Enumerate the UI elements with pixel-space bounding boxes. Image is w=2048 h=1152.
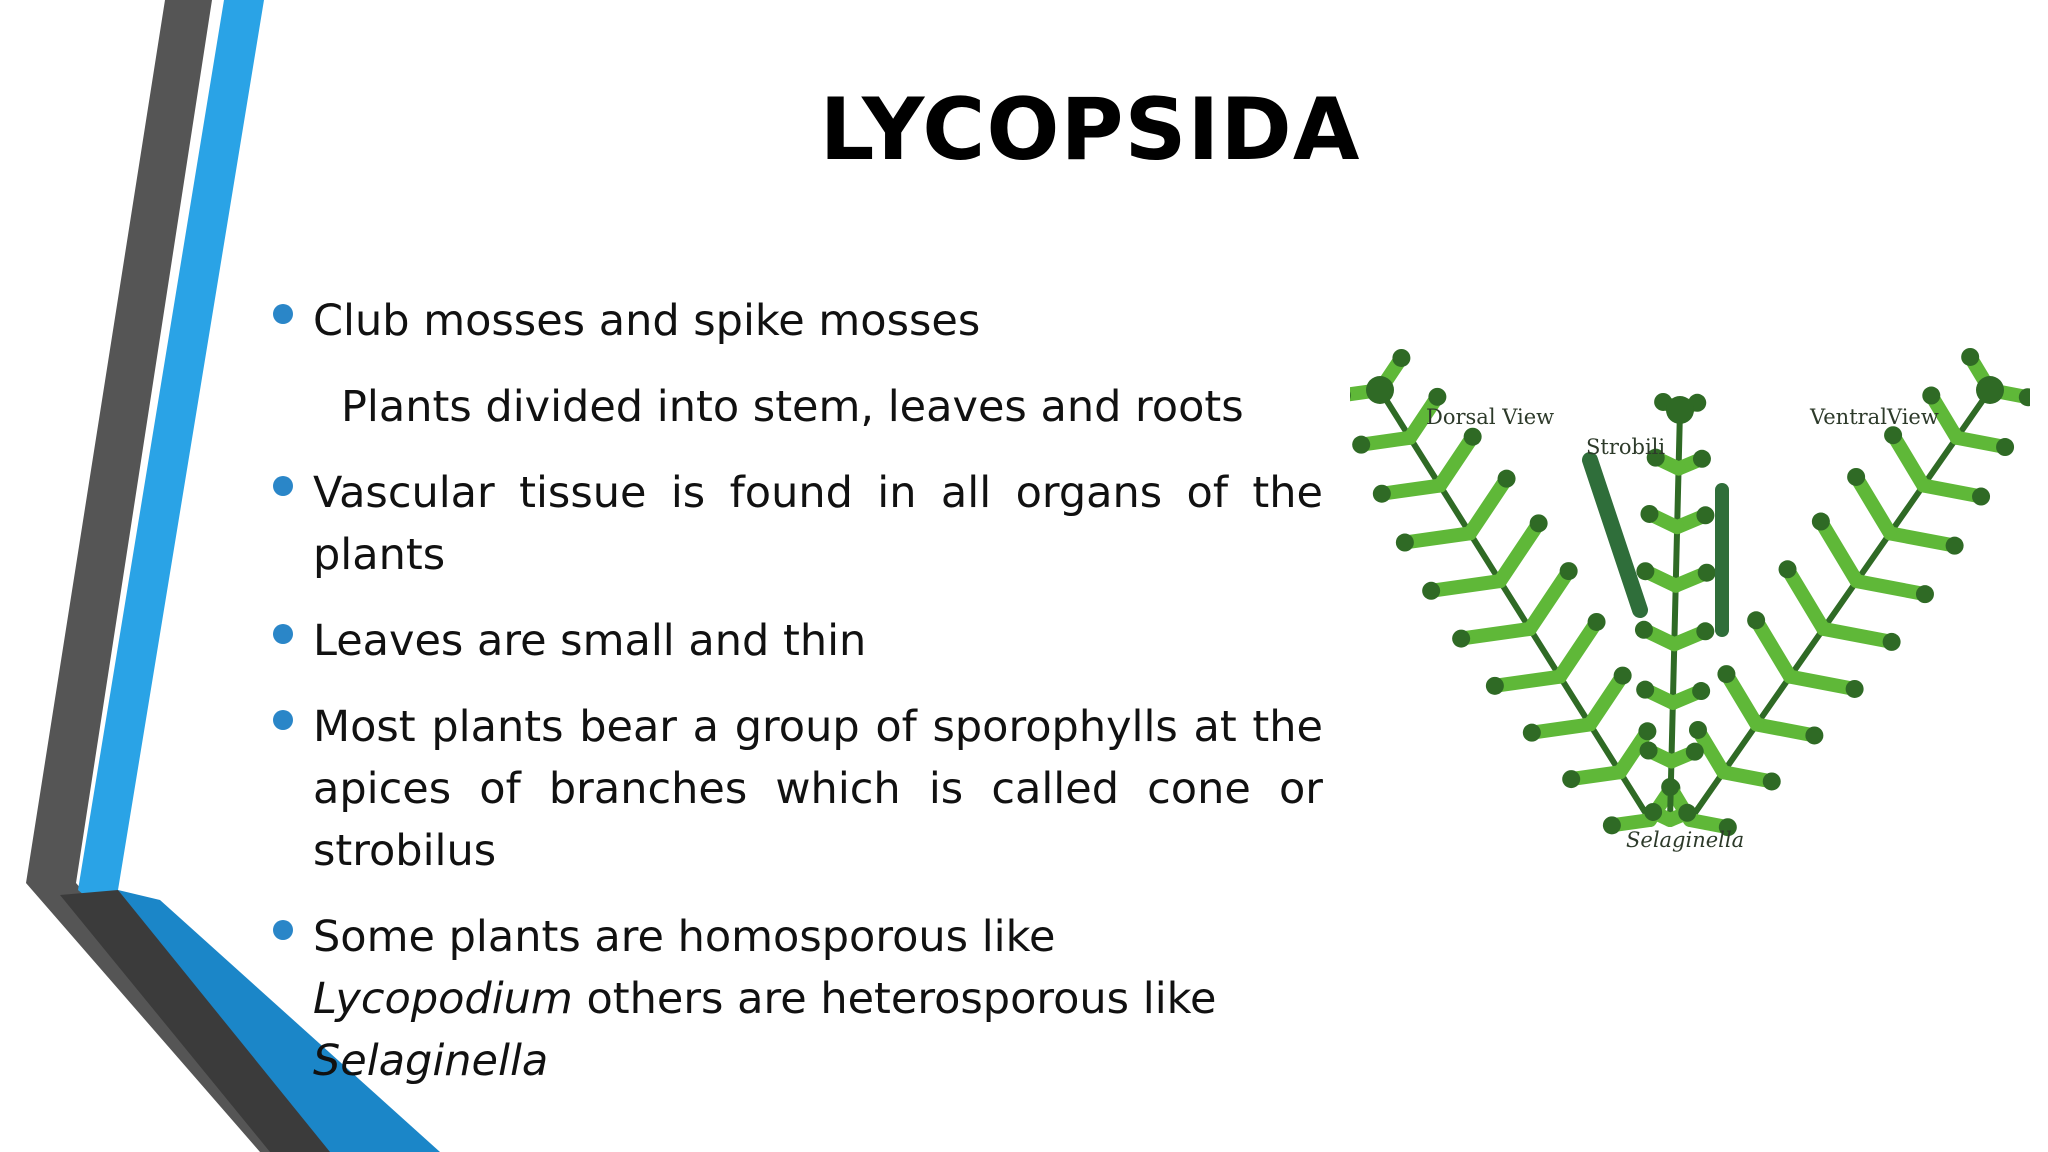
bullet-item [313,462,1323,586]
dorsal-frond-tip [1562,770,1580,788]
dorsal-frond-tip [1464,428,1482,446]
ventral-frond-branch [1823,629,1891,642]
ventral-frond-branch [1857,581,1925,594]
bullet-text: Most plants bear a group of sporophylls at the apices of branches which is called cone or strobilus [313,702,1323,876]
ventral-frond-branch [1790,677,1855,689]
dorsal-frond-tip [1523,724,1541,742]
bullet-item [313,696,1323,882]
dorsal-frond-branch [1500,523,1539,581]
ventral-frond-tip [1805,726,1823,744]
dorsal-frond-tip [1530,514,1548,532]
dorsal-frond-tip [1588,613,1606,631]
bullet-dot [273,476,293,496]
ventral-frond-branch [1756,620,1790,676]
dorsal-frond-tip [1422,582,1440,600]
ventral-frond-branch [1856,477,1890,533]
dorsal-frond-apex [1366,376,1394,404]
central-frond-tip [1644,803,1662,821]
dorsal-frond-tip [1560,562,1578,580]
ventral-frond-branch [1890,533,1955,545]
ventral-frond-tip [1763,772,1781,790]
bullet-item [313,906,1323,1092]
label-ventral-view: VentralView [1810,405,1939,429]
bullet-text-part: others are heterosporous like [572,974,1217,1024]
ventral-frond-tip [1812,513,1830,531]
strobilus [1590,460,1640,610]
dorsal-frond-tip [1603,816,1621,834]
dorsal-frond-branch [1461,629,1530,639]
bullet-dot [273,304,293,324]
central-frond-tip [1636,562,1654,580]
central-frond-tip [1640,742,1658,760]
slide-title: LYCOPSIDA [819,80,1361,180]
ventral-frond-tip [1717,665,1735,683]
dorsal-frond-tip [1352,436,1370,454]
ventral-frond-stem [1690,390,1990,820]
dorsal-frond-tip [1498,470,1516,488]
dorsal-frond-branch [1530,571,1569,629]
central-frond-tip [1678,804,1696,822]
bullet-list [313,290,1323,1116]
bullet-dot [273,920,293,940]
ventral-frond-tip [1883,633,1901,651]
central-frond-tip [1686,743,1704,761]
ventral-frond-branch [1788,569,1824,629]
central-frond-tip [1693,450,1711,468]
bullet-text: Club mosses and spike mosses [313,296,981,346]
dorsal-frond-branch [1431,581,1500,591]
ventral-frond-tip [1847,468,1865,486]
bullet-dot [273,624,293,644]
central-frond-apex [1666,396,1694,424]
dorsal-frond-tip [1396,534,1414,552]
dorsal-frond-tip [1614,667,1632,685]
central-frond-tip [1636,681,1654,699]
ventral-frond-branch [1821,522,1857,582]
ventral-frond-tip [1689,721,1707,739]
dorsal-frond-tip [1428,388,1446,406]
bullet-text-italic: Selaginella [313,1036,549,1086]
dorsal-frond-branch [1560,622,1597,677]
dorsal-frond-branch [1405,533,1470,542]
sub-line [313,376,1323,438]
sub-line-text: Plants divided into stem, leaves and roots [341,382,1244,432]
central-frond-tip [1692,682,1710,700]
bullet-item [313,610,1323,672]
dorsal-frond-tip [1638,722,1656,740]
label-strobili: Strobili [1586,435,1666,459]
ventral-frond-tip [1747,611,1765,629]
ventral-frond-tip [1961,348,1979,366]
bullet-item [313,290,1323,352]
central-frond-tip [1698,564,1716,582]
bullet-text-italic: Lycopodium [313,974,573,1024]
bullet-text: Vascular tissue is found in all organs of the plants [313,468,1323,580]
dorsal-frond-tip [1373,485,1391,503]
dorsal-frond-tip [1452,630,1470,648]
dorsal-frond-tip [1392,349,1410,367]
ventral-frond-tip [1846,680,1864,698]
selaginella-illustration [1350,330,2030,890]
bullet-text-part: Some plants are homosporous like [313,912,1056,962]
bullet-text: Leaves are small and thin [313,616,867,666]
ventral-frond-tip [1996,438,2014,456]
label-dorsal-view: Dorsal View [1426,405,1555,429]
ventral-frond-tip [1779,560,1797,578]
label-selaginella: Selaginella [1626,828,1745,852]
central-frond-tip [1640,505,1658,523]
ventral-frond-tip [1946,537,1964,555]
bullet-dot [273,710,293,730]
ventral-frond-tip [1972,488,1990,506]
ventral-frond-apex [1976,376,2004,404]
ventral-frond-tip [1916,585,1934,603]
central-frond-tip [1696,506,1714,524]
ventral-frond-tip [1922,387,1940,405]
dorsal-frond-branch [1470,479,1507,534]
dorsal-frond-tip [1486,677,1504,695]
dorsal-frond-branch [1495,677,1560,686]
central-frond-tip [1635,621,1653,639]
central-frond-tip [1696,622,1714,640]
